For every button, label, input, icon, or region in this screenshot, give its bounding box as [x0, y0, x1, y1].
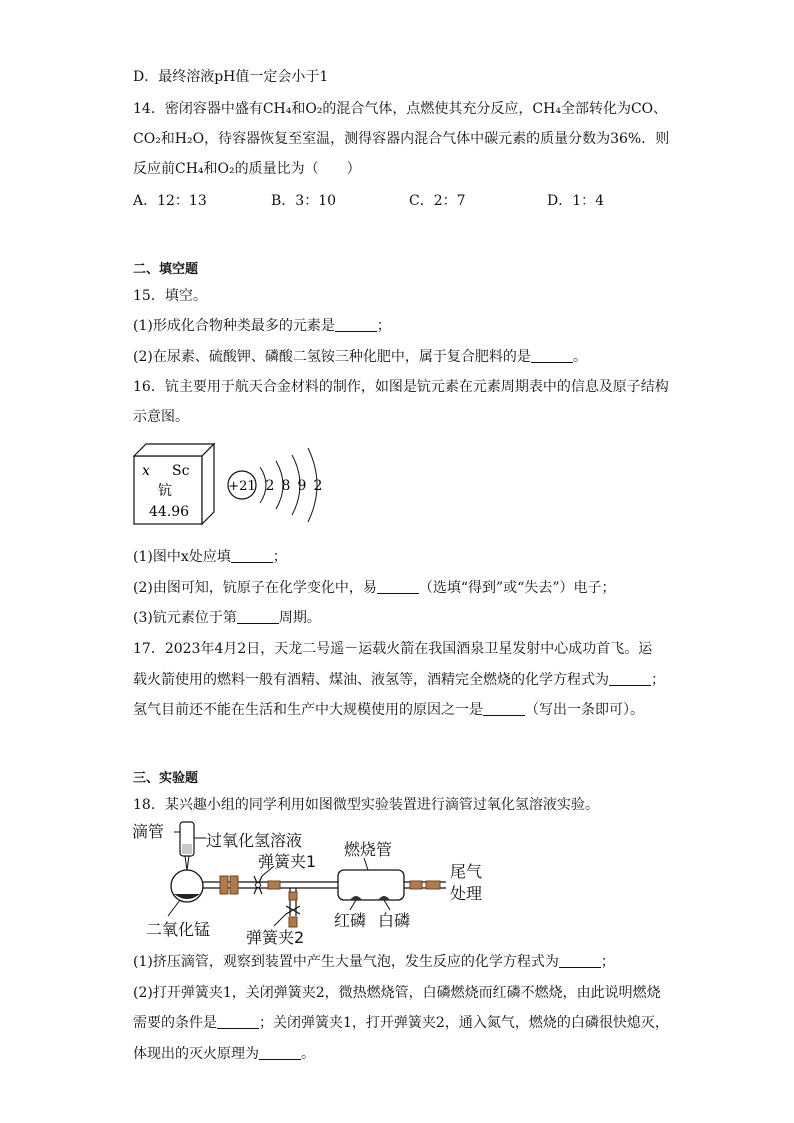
rubber-connector: [426, 881, 440, 889]
q17-line3: [133, 700, 644, 720]
q18-part2-end: 体现出的灭火原理为: [133, 1046, 259, 1062]
label-clip1: 弹簧夹1: [258, 852, 317, 871]
answer-blank[interactable]: [609, 671, 651, 686]
nucleus-charge: +21: [228, 479, 256, 494]
label-clip2: 弹簧夹2: [246, 928, 305, 946]
section-heading-fill: 二、填空题: [133, 262, 199, 277]
q14-option-d[interactable]: D．1：4: [547, 193, 605, 209]
tube-pointer: [364, 858, 368, 870]
answer-blank[interactable]: [559, 953, 601, 968]
answer-blank[interactable]: [531, 348, 573, 363]
q15-part2-text: (2)在尿素、硫酸钾、磷酸二氢铵三种化肥中，属于复合肥料的是: [133, 349, 531, 365]
combustion-tube: [338, 870, 404, 900]
q18-part2-line1: (2)打开弹簧夹1，关闭弹簧夹2，微热燃烧管，白磷燃烧而红磷不燃烧，由此说明燃烧: [133, 985, 661, 1001]
dropper-tip: [185, 856, 189, 870]
q16-part3-tail: 周期。: [278, 610, 321, 626]
answer-blank[interactable]: [217, 1014, 259, 1029]
q16-part2-hint: （选填“得到”或“失去”）电子；: [418, 580, 616, 596]
q13-option-d: D．最终溶液pH值一定会小于1: [133, 69, 329, 85]
shell-electrons: 8: [281, 478, 291, 494]
q17-line3-text: 氢气目前还不能在生活和生产中大规模使用的原因之一是: [133, 702, 483, 718]
q18-part1: (1)挤压滴管，观察到装置中产生大量气泡，发生反应的化学方程式为 ；: [133, 954, 615, 970]
q15-part1-text: (1)形成化合物种类最多的元素是: [133, 318, 335, 334]
spring-clip-1-pivot: [256, 883, 261, 888]
q18-part2-text: 需要的条件是: [133, 1015, 217, 1031]
label-combustion-tube: 燃烧管: [344, 840, 393, 859]
q18-part2-line3: 体现出的灭火原理为 。: [133, 1046, 315, 1062]
q17-line2-text: 载火箭使用的燃料一般有酒精、煤油、液氢等，酒精完全燃烧的化学方程式为: [133, 672, 609, 688]
q16-part2: [133, 578, 615, 598]
red-p-pointer: [350, 900, 356, 910]
answer-blank[interactable]: [335, 317, 377, 332]
dropper-liquid: [182, 844, 192, 854]
q14-options: [133, 191, 685, 211]
answer-blank[interactable]: [231, 548, 273, 563]
rubber-connector: [268, 881, 280, 889]
rubber-connector: [289, 917, 297, 927]
answer-blank[interactable]: [483, 701, 525, 716]
q18-part1-text: (1)挤压滴管，观察到装置中产生大量气泡，发生反应的化学方程式为: [133, 954, 559, 970]
q14-option-c[interactable]: C．2：7: [409, 193, 466, 209]
q16-line1: 16．钪主要用于航天合金材料的制作，如图是钪元素在元素周期表中的信息及原子结构: [133, 379, 669, 395]
rubber-connector: [289, 892, 297, 900]
element-card-top: [134, 444, 214, 456]
shell-electrons: 2: [313, 478, 323, 494]
label-exhaust-1: 尾气: [450, 862, 483, 881]
q14-line3: 反应前CH₄和O₂的质量比为（ ）: [133, 161, 361, 177]
label-exhaust-2: 处理: [450, 884, 483, 903]
q17-line3-tail: （写出一条即可）。: [525, 702, 644, 718]
q16-part3-text: (3)钪元素位于第: [133, 610, 237, 626]
mno2-pointer: [168, 900, 180, 916]
section-heading-experiment: 三、实验题: [133, 771, 199, 786]
label-red-phosphorus: 红磷: [334, 911, 367, 930]
label-dropper: 滴管: [132, 822, 165, 841]
element-card-side: [202, 444, 214, 524]
label-h2o2: 过氧化氢溶液: [206, 831, 303, 850]
q18-stem: 18．某兴趣小组的同学利用如图微型实验装置进行滴管过氧化氢溶液实验。: [133, 797, 599, 813]
clip2-pointer: [274, 914, 286, 926]
q16-part3: [133, 608, 321, 628]
shell-electrons: 2: [265, 478, 275, 494]
atomic-number: x: [142, 463, 150, 479]
answer-blank[interactable]: [237, 609, 279, 624]
element-symbol: Sc: [172, 463, 190, 479]
scandium-figure: [130, 440, 330, 530]
q14-option-b[interactable]: B．3：10: [271, 193, 337, 209]
q16-part1: (1)图中x处应填 ；: [133, 549, 287, 565]
q16-part2-text: (2)由图可知，钪原子在化学变化中，易: [133, 580, 377, 596]
rubber-connector: [410, 881, 422, 889]
q18-part2-line2: [133, 1013, 669, 1033]
rubber-connector: [220, 876, 228, 894]
white-p-pointer: [384, 900, 390, 910]
rubber-connector: [230, 876, 238, 894]
spring-clip-2-icon: [286, 906, 300, 914]
q14-line2: CO₂和H₂O，待容器恢复至室温，测得容器内混合气体中碳元素的质量分数为36%．则: [133, 131, 670, 147]
shell-electrons: 9: [297, 478, 307, 494]
label-mno2: 二氧化锰: [146, 920, 211, 939]
q15-part1: (1)形成化合物种类最多的元素是 ；: [133, 318, 391, 334]
q15-stem: 15．填空。: [133, 288, 207, 304]
answer-blank[interactable]: [377, 579, 419, 594]
q16-line2: 示意图。: [133, 409, 189, 425]
answer-blank[interactable]: [259, 1045, 301, 1060]
q17-line2: 载火箭使用的燃料一般有酒精、煤油、液氢等，酒精完全燃烧的化学方程式为 ；: [133, 672, 665, 688]
q17-line1: 17．2023年4月2日，天龙二号遥－运载火箭在我国酒泉卫星发射中心成功首飞。运: [133, 641, 653, 657]
q14-line1: 14．密闭容器中盛有CH₄和O₂的混合气体，点燃使其充分反应，CH₄全部转化为CO、: [133, 101, 668, 117]
q15-part2: (2)在尿素、硫酸钾、磷酸二氢铵三种化肥中，属于复合肥料的是 。: [133, 349, 587, 365]
q16-part1-text: (1)图中x处应填: [133, 549, 231, 565]
q14-option-a[interactable]: A．12：13: [133, 193, 207, 209]
atomic-mass: 44.96: [149, 504, 190, 520]
element-name: 钪: [158, 483, 172, 499]
apparatus-diagram: [128, 818, 508, 946]
label-white-phosphorus: 白磷: [378, 911, 411, 930]
q18-part2-cont: ；关闭弹簧夹1，打开弹簧夹2，通入氮气，燃烧的白磷很快熄灭，: [259, 1015, 669, 1031]
